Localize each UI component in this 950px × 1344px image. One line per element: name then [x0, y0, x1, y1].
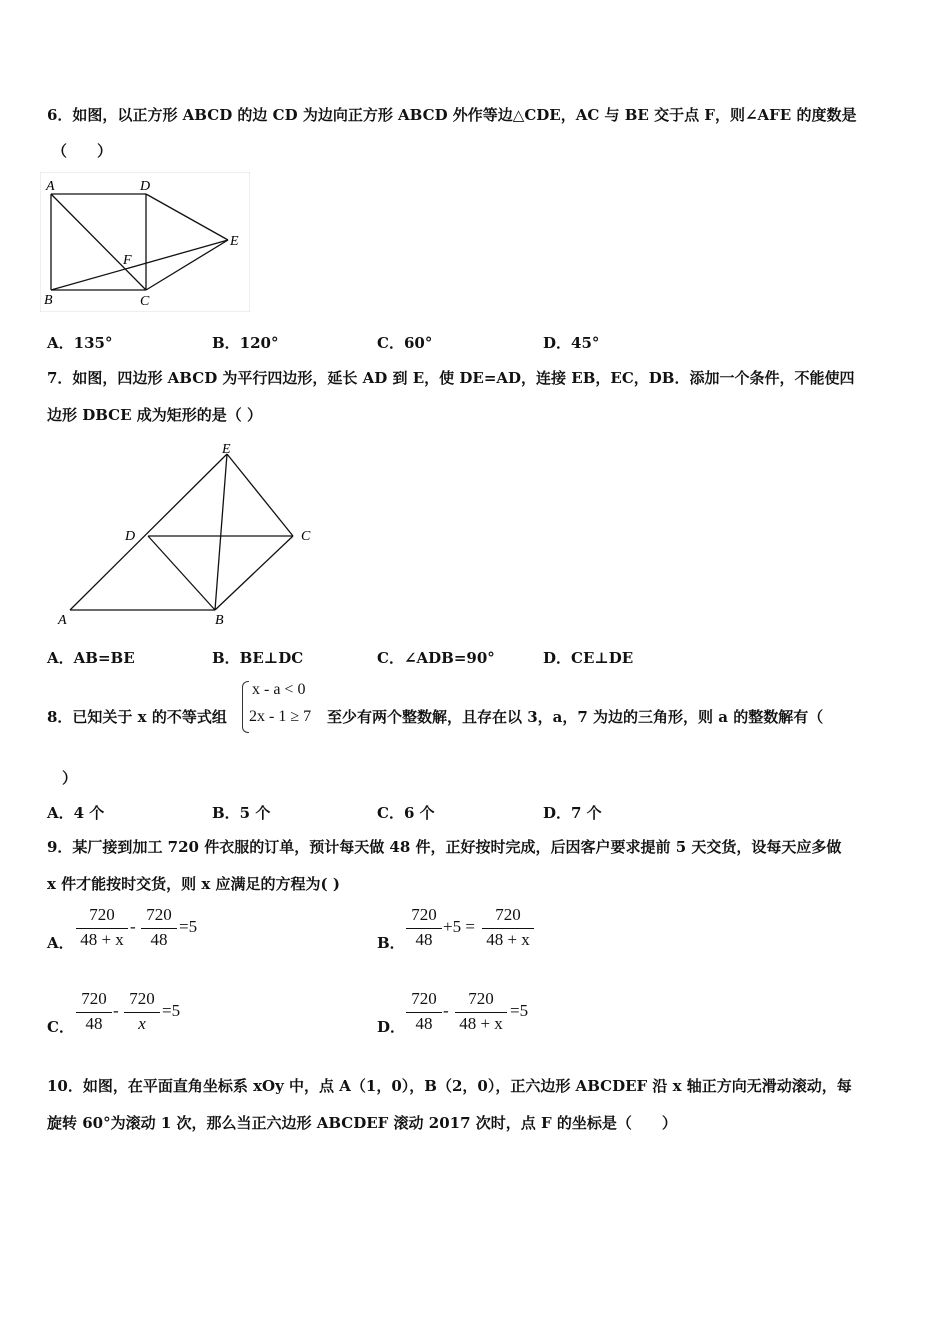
q9-option-a-fraction2 [141, 905, 177, 951]
q9-b-denominator1: 48 [415, 930, 433, 949]
q6-label-b: B [44, 293, 53, 308]
q9-d-numerator1: 720 [411, 989, 437, 1008]
q7-figure [55, 440, 325, 630]
q9-a-operator: - [130, 917, 136, 936]
q9-option-c-fraction1 [76, 989, 112, 1035]
q9-c-numerator1: 720 [81, 989, 107, 1008]
q6-figure [40, 172, 250, 312]
q9-c-rhs: =5 [162, 1001, 181, 1020]
q8-stem-close: ） [62, 769, 78, 787]
q8-system-line2: 2x - 1 ≥ 7 [249, 708, 312, 725]
q9-a-denominator2: 48 [150, 930, 168, 949]
q9-option-c-fraction2 [124, 989, 160, 1035]
q9-a-rhs: =5 [179, 917, 198, 936]
fraction-bar [482, 928, 534, 929]
q8-option-d[interactable]: D．7 个 [543, 804, 602, 822]
q7-option-d[interactable]: D．CE⊥DE [543, 649, 634, 667]
fraction-bar [141, 928, 177, 929]
q7-label-c: C [301, 529, 311, 544]
q8-stem-suffix: 至少有两个整数解，且存在以 3，a，7 为边的三角形，则 a 的整数解有（ [327, 708, 824, 726]
q9-option-b-fraction1 [406, 905, 442, 951]
q9-option-d-fraction2 [455, 989, 507, 1035]
q9-stem-line1: 9．某厂接到加工 720 件衣服的订单，预计每天做 48 件，正好按时完成，后因客户要求提前 5 天交货，设每天应多做 [47, 838, 842, 856]
q7-option-c[interactable]: C．∠ADB=90° [377, 649, 495, 667]
q9-a-numerator1: 720 [89, 905, 115, 924]
q8-option-b[interactable]: B．5 个 [212, 804, 271, 822]
q7-option-b[interactable]: B．BE⊥DC [212, 649, 304, 667]
q6-label-e: E [230, 234, 239, 249]
q6-stem-line2: （ ） [52, 142, 113, 160]
q7-label-d: D [125, 529, 136, 544]
q9-a-denominator1: 48 + x [80, 930, 124, 949]
q7-option-a[interactable]: A．AB=BE [47, 649, 135, 667]
q9-stem-line2: x 件才能按时交货，则 x 应满足的方程为( ) [47, 875, 340, 893]
q9-b-numerator1: 720 [411, 905, 437, 924]
fraction-bar [76, 1012, 112, 1013]
q7-label-a: A [58, 613, 67, 628]
q9-option-b-label[interactable]: B． [377, 934, 405, 952]
fraction-bar [76, 928, 128, 929]
q9-d-denominator2: 48 + x [459, 1014, 503, 1033]
fraction-bar [124, 1012, 160, 1013]
q9-option-a-fraction1 [76, 905, 128, 951]
q9-c-operator: - [113, 1001, 119, 1020]
q7-label-e: E [222, 442, 231, 457]
q6-label-c: C [140, 294, 150, 309]
q6-option-a[interactable]: A．135° [47, 334, 113, 352]
q8-stem-prefix: 8．已知关于 x 的不等式组 [47, 708, 227, 726]
q6-label-f: F [123, 253, 132, 268]
q9-c-denominator2: x [138, 1014, 146, 1033]
q9-c-numerator2: 720 [129, 989, 155, 1008]
q9-b-numerator2: 720 [495, 905, 521, 924]
q10-stem-line1: 10．如图，在平面直角坐标系 xOy 中，点 A（1，0），B（2，0），正六边形 ABCDEF 沿 x 轴正方向无滑动滚动，每 [47, 1077, 852, 1095]
q7-label-b: B [215, 613, 224, 628]
q6-option-d[interactable]: D．45° [543, 334, 600, 352]
q8-system-line1: x - a < 0 [252, 681, 306, 698]
q10-stem-line2: 旋转 60°为滚动 1 次，那么当正六边形 ABCDEF 滚动 2017 次时，点 F 的坐标是（ ） [47, 1114, 677, 1132]
q9-d-numerator2: 720 [468, 989, 494, 1008]
q6-stem-line1: 6．如图，以正方形 ABCD 的边 CD 为边向正方形 ABCD 外作等边△CDE，AC 与 BE 交于点 F，则∠AFE 的度数是 [47, 106, 857, 124]
q7-stem-line1: 7．如图，四边形 ABCD 为平行四边形，延长 AD 到 E，使 DE=AD，连接 EB，EC，DB．添加一个条件，不能使四 [47, 369, 855, 387]
q9-a-numerator2: 720 [146, 905, 172, 924]
q6-label-a: A [46, 179, 55, 194]
q9-d-denominator1: 48 [415, 1014, 433, 1033]
q7-stem-line2: 边形 DBCE 成为矩形的是（ ） [47, 406, 263, 424]
q9-option-d-fraction1 [406, 989, 442, 1035]
q9-b-denominator2: 48 + x [486, 930, 530, 949]
q8-option-c[interactable]: C．6 个 [377, 804, 435, 822]
fraction-bar [455, 1012, 507, 1013]
q6-option-c[interactable]: C．60° [377, 334, 433, 352]
q9-b-operator: +5 = [443, 917, 475, 936]
q9-option-c-label[interactable]: C． [47, 1018, 74, 1036]
q8-option-a[interactable]: A．4 个 [47, 804, 105, 822]
fraction-bar [406, 928, 442, 929]
fraction-bar [406, 1012, 442, 1013]
q9-c-denominator1: 48 [85, 1014, 103, 1033]
q9-option-d-label[interactable]: D． [377, 1018, 406, 1036]
q9-d-rhs: =5 [510, 1001, 529, 1020]
q9-option-a-label[interactable]: A． [47, 934, 74, 952]
q6-label-d: D [140, 179, 151, 194]
q9-option-b-fraction2 [482, 905, 534, 951]
q8-system-brace [242, 681, 249, 733]
q6-option-b[interactable]: B．120° [212, 334, 279, 352]
q9-d-operator: - [443, 1001, 449, 1020]
